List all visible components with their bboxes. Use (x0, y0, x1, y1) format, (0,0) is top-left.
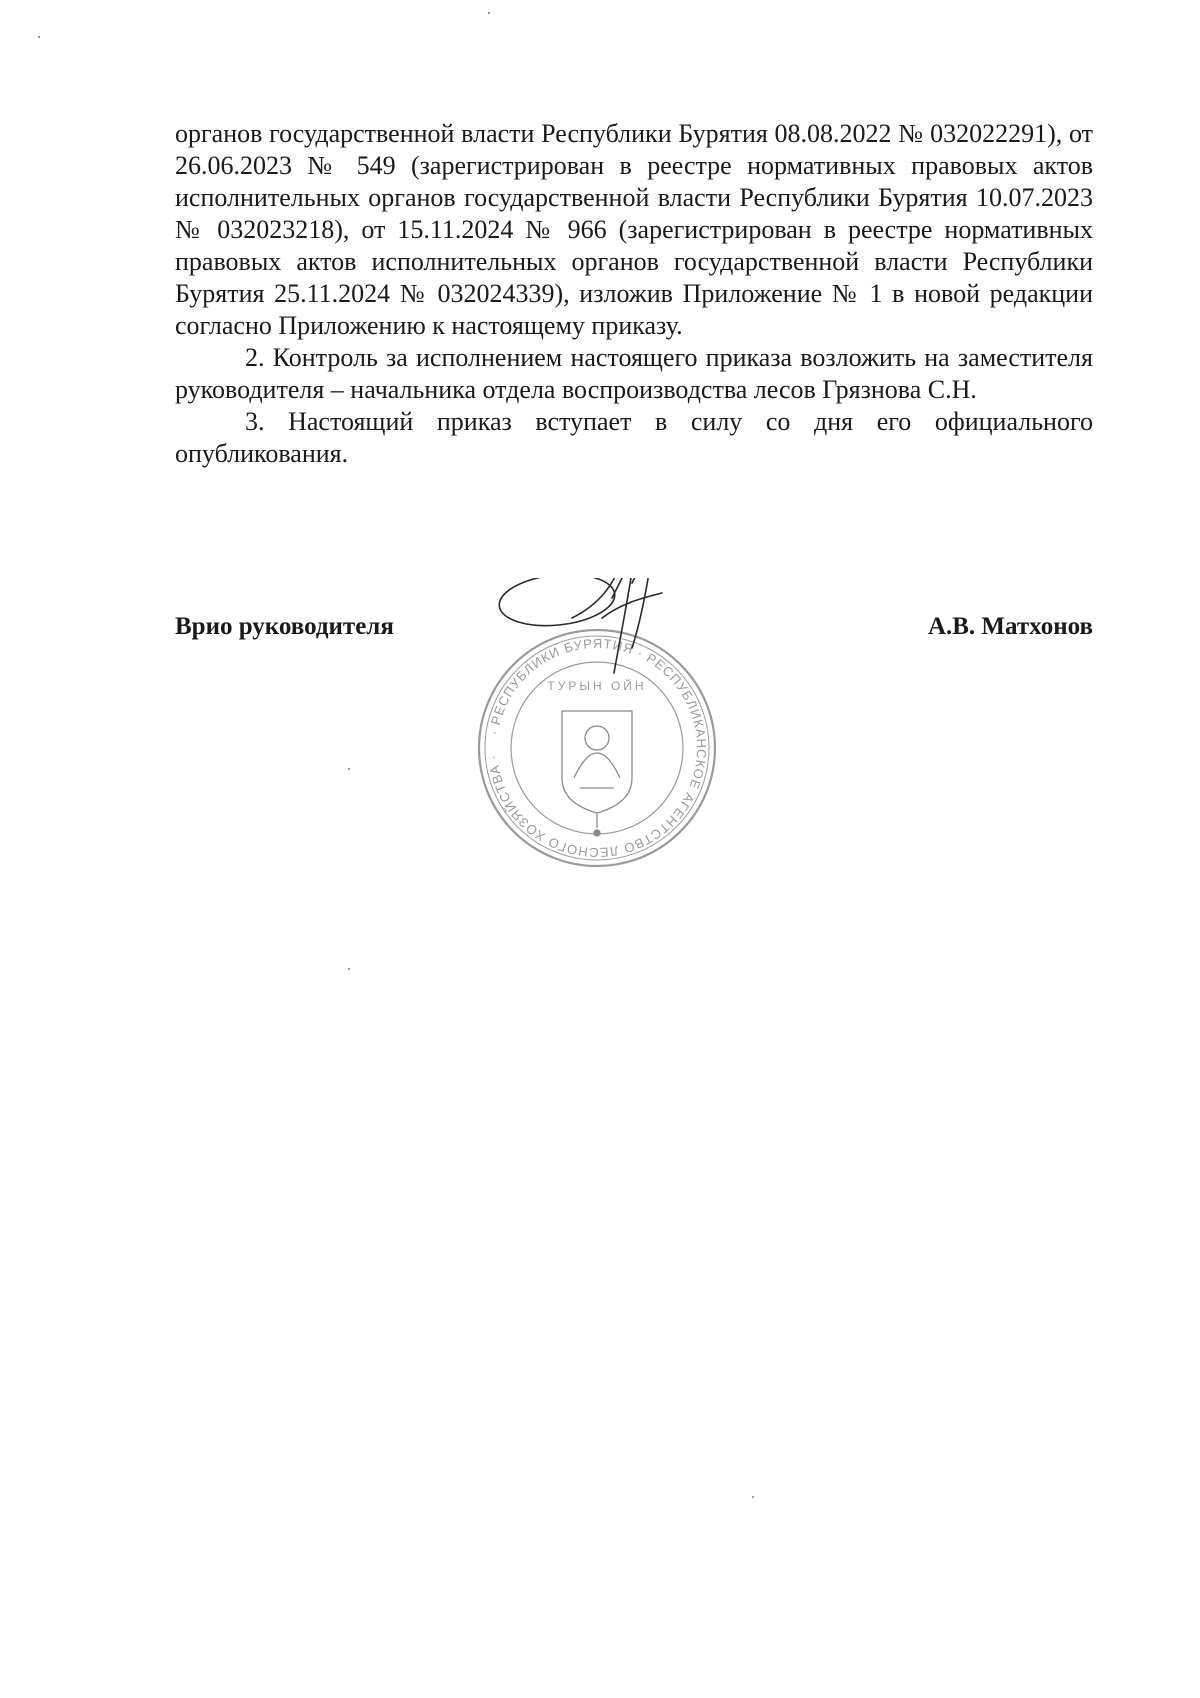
scan-speck (348, 968, 350, 970)
official-seal (462, 578, 732, 898)
paragraph-item-2: 2. Контроль за исполнением настоящего приказа возложить на заместителя руководителя – начальника отдела воспроизводства лесов Грязнова С.Н. (175, 343, 1093, 404)
seal-inner-text: ТУРЫН ОЙН (547, 679, 647, 693)
document-body (175, 118, 1093, 470)
signatory-title: Врио руководителя (175, 613, 394, 640)
coat-of-arms-icon (562, 711, 632, 836)
scan-speck (348, 768, 350, 770)
signatory-name: А.В. Матхонов (927, 613, 1093, 640)
svg-text:· РЕСПУБЛИКИ БУРЯТИЯ · РЕСПУБЛ: · РЕСПУБЛИКИ БУРЯТИЯ · РЕСПУБЛИКАНСКОЕ АГЕНТСТВО ЛЕСНОГО ХОЗЯЙСТВА · (485, 635, 710, 861)
paragraph-item-3: 3. Настоящий приказ вступает в силу со дня его официального опубликования. (175, 407, 1093, 468)
scan-speck (752, 1496, 754, 1498)
scan-speck (38, 36, 40, 38)
scan-speck (488, 12, 490, 14)
paragraph-continuation: органов государственной власти Республики Бурятия 08.08.2022 № 032022291), от 26.06.2023 № 549 (зарегистрирован в реестре нормативных правовых актов исполнительных органов государственной власти Республики Бурятия 10.07.2023 № 032023218), от 15.11.2024 № 966 (зарегистрирован в реестре нормативных правовых актов исполнительных органов государственной власти Республики Бурятия 25.11.2024 № 032024339), изложив Приложение № 1 в новой редакции согласно Приложению к настоящему приказу. (175, 119, 1093, 340)
